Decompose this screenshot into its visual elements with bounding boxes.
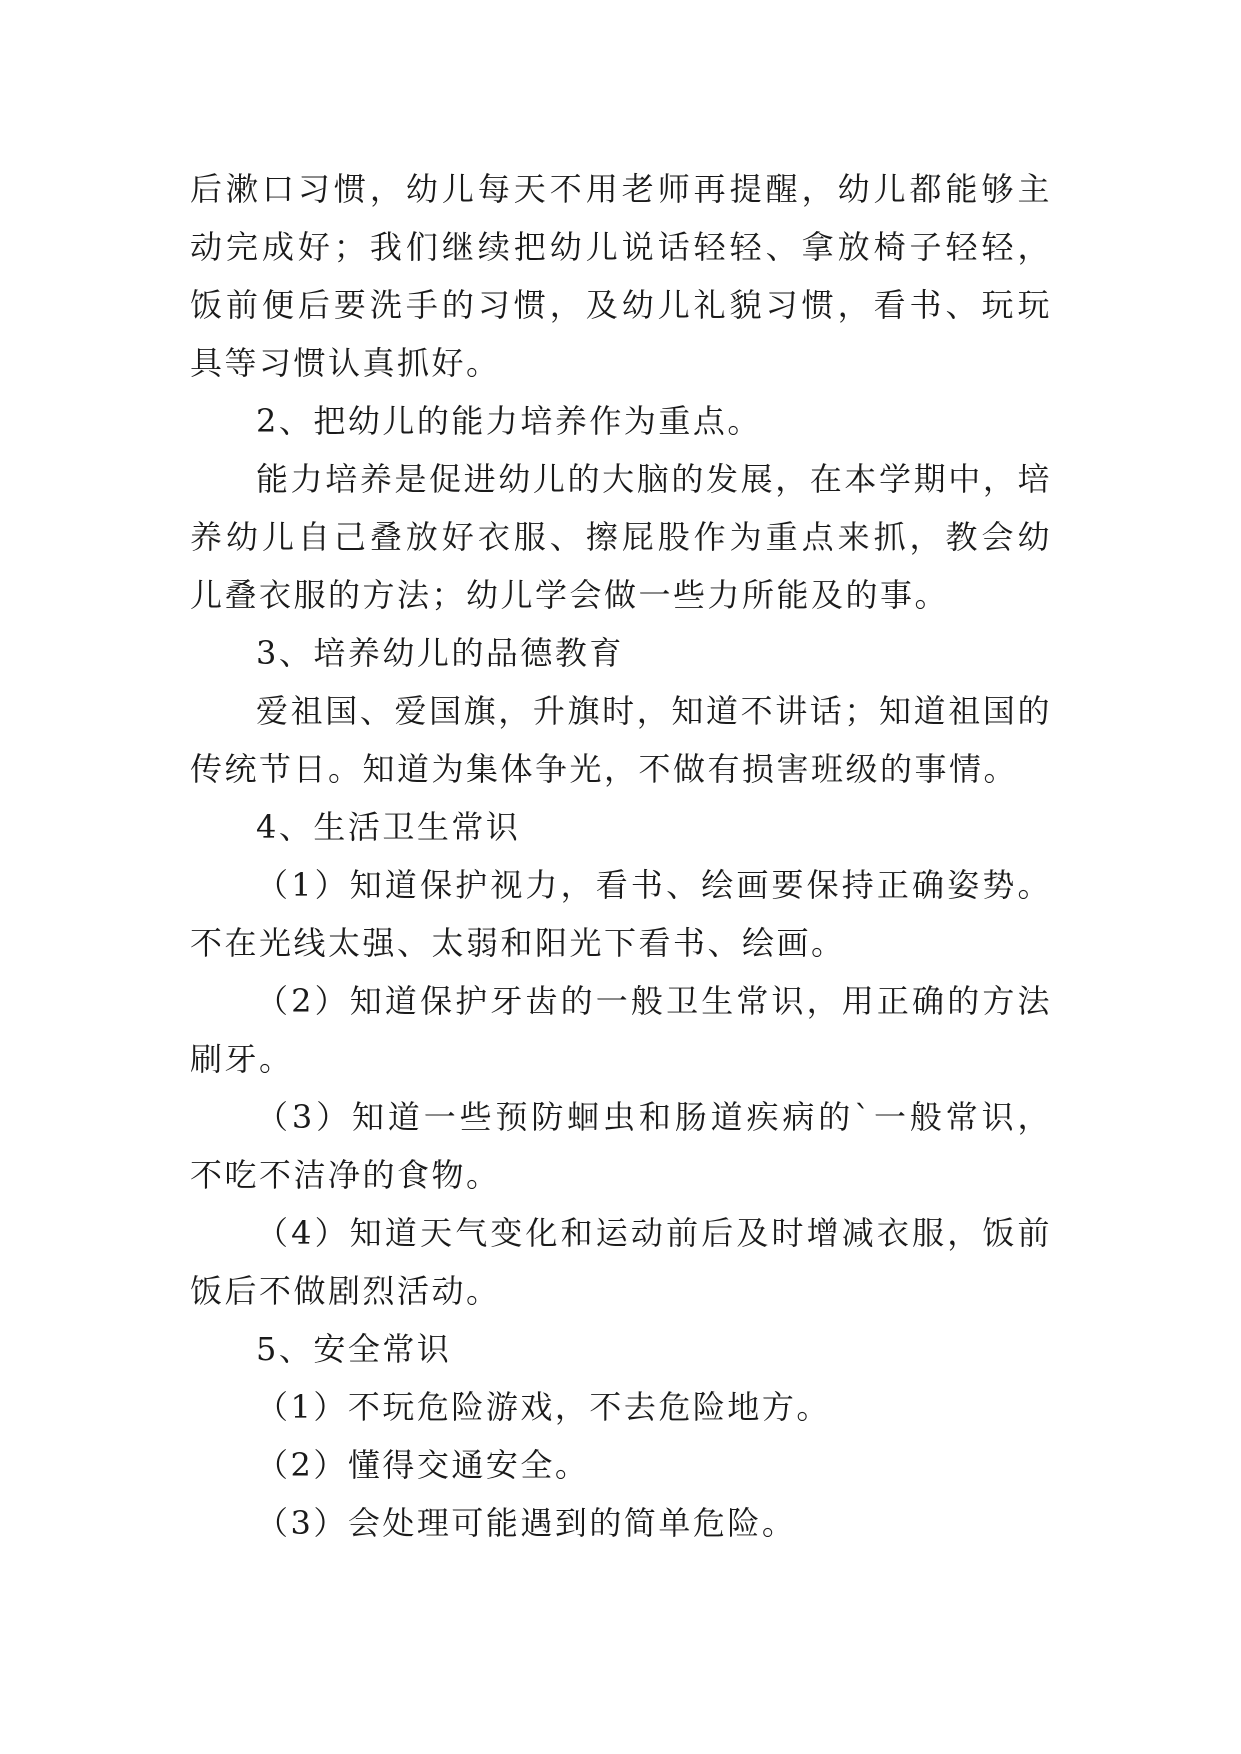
hygiene-item-2: （2）知道保护牙齿的一般卫生常识，用正确的方法刷牙。	[190, 982, 1052, 1078]
heading-safety: 5、安全常识	[256, 1330, 452, 1368]
heading-ability-training: 2、把幼儿的能力培养作为重点。	[256, 402, 762, 440]
heading-hygiene: 4、生活卫生常识	[256, 808, 521, 846]
safety-item-2: （2）懂得交通安全。	[256, 1446, 590, 1484]
safety-item-3: （3）会处理可能遇到的简单危险。	[256, 1504, 797, 1542]
hygiene-item-3: （3）知道一些预防蛔虫和肠道疾病的`一般常识，不吃不洁净的食物。	[190, 1098, 1052, 1194]
hygiene-item-1: （1）知道保护视力，看书、绘画要保持正确姿势。不在光线太强、太弱和阳光下看书、绘画。	[190, 866, 1052, 962]
heading-moral-education: 3、培养幼儿的品德教育	[256, 634, 624, 672]
document-body	[190, 160, 1052, 1552]
paragraph-moral-education: 爱祖国、爱国旗，升旗时，知道不讲话；知道祖国的传统节日。知道为集体争光，不做有损害班级的事情。	[190, 692, 1052, 788]
hygiene-item-4: （4）知道天气变化和运动前后及时增减衣服，饭前饭后不做剧烈活动。	[190, 1214, 1052, 1310]
paragraph-ability-training: 能力培养是促进幼儿的大脑的发展，在本学期中，培养幼儿自己叠放好衣服、擦屁股作为重点来抓，教会幼儿叠衣服的方法；幼儿学会做一些力所能及的事。	[190, 460, 1052, 614]
paragraph-habits-continued: 后漱口习惯，幼儿每天不用老师再提醒，幼儿都能够主动完成好；我们继续把幼儿说话轻轻、拿放椅子轻轻，饭前便后要洗手的习惯，及幼儿礼貌习惯，看书、玩玩具等习惯认真抓好。	[190, 170, 1052, 382]
safety-item-1: （1）不玩危险游戏，不去危险地方。	[256, 1388, 831, 1426]
